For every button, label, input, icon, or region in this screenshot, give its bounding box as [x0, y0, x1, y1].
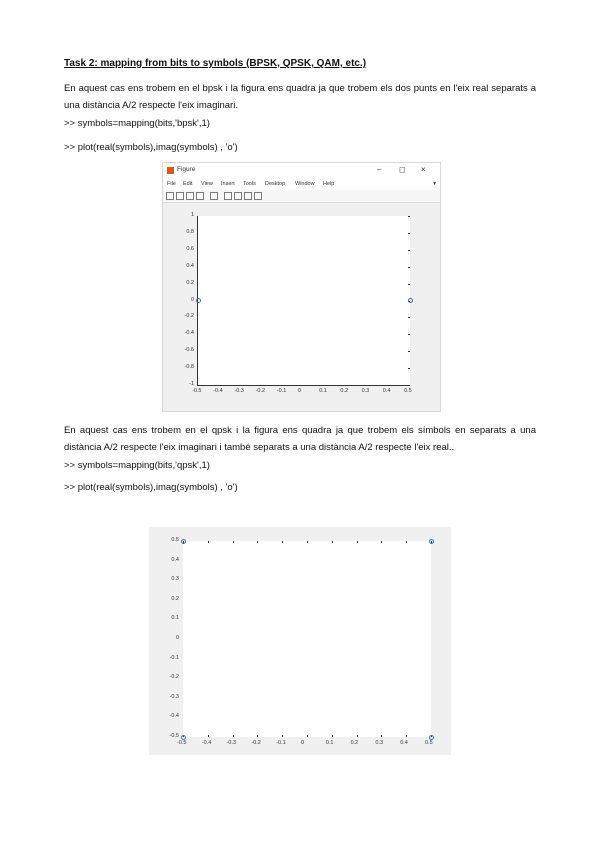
- y-tick-label: 0.6: [186, 245, 194, 252]
- minimize-icon[interactable]: –: [377, 165, 382, 174]
- figure-titlebar: [163, 163, 440, 179]
- qpsk-plot-axes: [169, 537, 433, 746]
- y-tick-label: -0.4: [169, 713, 179, 720]
- y-tick-label: -0.2: [169, 674, 179, 681]
- data-point: [181, 735, 186, 740]
- y-tick-mark: [408, 317, 410, 318]
- x-tick-label: -0.5: [192, 388, 202, 394]
- x-tick-mark: [282, 735, 283, 737]
- x-tick-label: 0.5: [425, 740, 433, 746]
- figure-toolbar: [163, 190, 440, 203]
- y-tick-label: -0.5: [169, 733, 179, 739]
- y-tick-label: -0.1: [169, 654, 179, 661]
- y-tick-label: 0.4: [171, 556, 179, 563]
- menu-insert[interactable]: Insert: [221, 181, 235, 187]
- y-tick-mark: [408, 216, 410, 217]
- y-tick-label: -0.8: [184, 364, 194, 371]
- command-plot-bpsk: >> plot(real(symbols),imag(symbols) , 'o'): [64, 142, 238, 153]
- y-tick-label: 0.1: [171, 615, 179, 622]
- menu-file[interactable]: File: [167, 181, 176, 187]
- data-point: [429, 539, 434, 544]
- x-tick-label: -0.5: [177, 740, 187, 746]
- menu-view[interactable]: View: [201, 181, 213, 187]
- x-tick-mark: [332, 735, 333, 737]
- y-tick-label: 0: [175, 635, 179, 641]
- menu-edit[interactable]: Edit: [183, 181, 193, 187]
- y-tick-label: 0.2: [171, 595, 179, 602]
- figure-menubar: [163, 179, 440, 190]
- menu-desktop[interactable]: Desktop: [265, 181, 286, 187]
- y-tick-label: -0.2: [184, 313, 194, 320]
- x-tick-label: -0.2: [251, 740, 261, 746]
- data-point: [196, 298, 201, 303]
- data-point: [408, 298, 413, 303]
- figure-title: Figure: [177, 166, 196, 173]
- paragraph-qpsk: En aquest cas ens trobem en el qpsk i la figura ens quadra ja que trobem els símbols en separats a una distància A/2 respecte l'eix imaginari i també separats a una distància A/2 respecte l'eix real..: [64, 425, 536, 453]
- x-tick-mark: [406, 541, 407, 543]
- y-tick-label: -0.4: [184, 330, 194, 337]
- command-mapping-bpsk: >> symbols=mapping(bits,'bpsk',1): [64, 118, 210, 129]
- x-tick-label: -0.4: [213, 388, 223, 394]
- y-tick-mark: [408, 233, 410, 234]
- zoom-out-icon[interactable]: [234, 192, 242, 200]
- x-tick-label: -0.2: [255, 388, 266, 394]
- save-icon[interactable]: [186, 192, 194, 200]
- paragraph-bpsk: En aquest cas ens trobem en el bpsk i la figura ens quadra ja que trobem els dos punts en l'eix real separats a una distància A/2 respecte l'eix imaginari.: [64, 83, 536, 111]
- y-tick-mark: [408, 334, 410, 335]
- close-icon[interactable]: ×: [421, 165, 426, 174]
- command-mapping-qpsk: >> symbols=mapping(bits,'qpsk',1): [64, 460, 210, 471]
- x-tick-mark: [233, 541, 234, 543]
- data-point: [429, 735, 434, 740]
- y-tick-mark: [408, 267, 410, 268]
- x-tick-mark: [357, 541, 358, 543]
- x-tick-label: -0.4: [201, 740, 212, 746]
- x-tick-mark: [257, 735, 258, 737]
- y-tick-mark: [408, 368, 410, 369]
- menu-window[interactable]: Window: [295, 181, 315, 187]
- pan-icon[interactable]: [244, 192, 252, 200]
- qpsk-figure: [149, 527, 451, 755]
- zoom-in-icon[interactable]: [224, 192, 232, 200]
- x-tick-mark: [233, 735, 234, 737]
- bpsk-plot-axes: [184, 212, 412, 394]
- task-heading: Task 2: mapping from bits to symbols (BPSK, QPSK, QAM, etc.): [64, 58, 367, 69]
- y-tick-label: -0.3: [169, 693, 179, 700]
- x-tick-label: 0.4: [400, 740, 408, 746]
- data-point: [181, 539, 186, 544]
- y-tick-label: 0.8: [186, 228, 194, 235]
- x-tick-label: -0.3: [226, 740, 237, 746]
- x-tick-label: -0.1: [276, 388, 287, 394]
- rotate-icon[interactable]: [254, 192, 262, 200]
- menu-overflow-icon[interactable]: ▾: [433, 181, 436, 187]
- open-icon[interactable]: [176, 192, 184, 200]
- x-tick-mark: [307, 735, 308, 737]
- x-tick-mark: [406, 735, 407, 737]
- y-tick-label: -1: [189, 381, 194, 387]
- menu-tools[interactable]: Tools: [243, 181, 256, 187]
- y-tick-label: -0.6: [184, 347, 194, 354]
- x-tick-mark: [332, 541, 333, 543]
- x-tick-mark: [208, 541, 209, 543]
- x-tick-label: -0.1: [276, 740, 286, 746]
- x-tick-mark: [381, 541, 382, 543]
- y-tick-mark: [408, 284, 410, 285]
- new-icon[interactable]: [166, 192, 174, 200]
- x-tick-mark: [357, 735, 358, 737]
- x-tick-label: 0.4: [382, 388, 391, 394]
- x-tick-mark: [208, 735, 209, 737]
- y-tick-label: 0.5: [171, 537, 179, 543]
- maximize-icon[interactable]: ◻: [399, 165, 406, 174]
- x-tick-label: -0.3: [234, 388, 244, 394]
- y-tick-mark: [408, 385, 410, 386]
- x-tick-label: 0: [298, 388, 302, 394]
- y-tick-mark: [408, 250, 410, 251]
- matlab-icon: [167, 167, 174, 174]
- x-tick-label: 0.1: [319, 388, 327, 394]
- figure-window: [162, 162, 441, 412]
- x-tick-label: 0.3: [375, 740, 384, 746]
- y-tick-label: 0.2: [186, 279, 194, 286]
- y-tick-label: 0.3: [171, 576, 179, 583]
- y-tick-label: 1: [190, 212, 194, 218]
- x-tick-mark: [257, 541, 258, 543]
- y-tick-label: 0.4: [186, 262, 194, 269]
- y-tick-label: 0: [190, 296, 194, 303]
- x-tick-label: 0.1: [325, 740, 334, 746]
- menu-help[interactable]: Help: [323, 181, 335, 187]
- x-tick-mark: [282, 541, 283, 543]
- x-tick-mark: [307, 541, 308, 543]
- y-tick-mark: [408, 351, 410, 352]
- x-tick-label: 0.3: [361, 388, 370, 394]
- x-tick-mark: [381, 735, 382, 737]
- x-tick-label: 0.2: [340, 388, 349, 394]
- x-tick-label: 0.2: [350, 740, 359, 746]
- x-tick-label: 0.5: [404, 388, 412, 394]
- command-plot-qpsk: >> plot(real(symbols),imag(symbols) , 'o'): [64, 482, 238, 493]
- edit-plot-icon[interactable]: [210, 192, 218, 200]
- print-icon[interactable]: [196, 192, 204, 200]
- x-tick-label: 0: [301, 740, 305, 746]
